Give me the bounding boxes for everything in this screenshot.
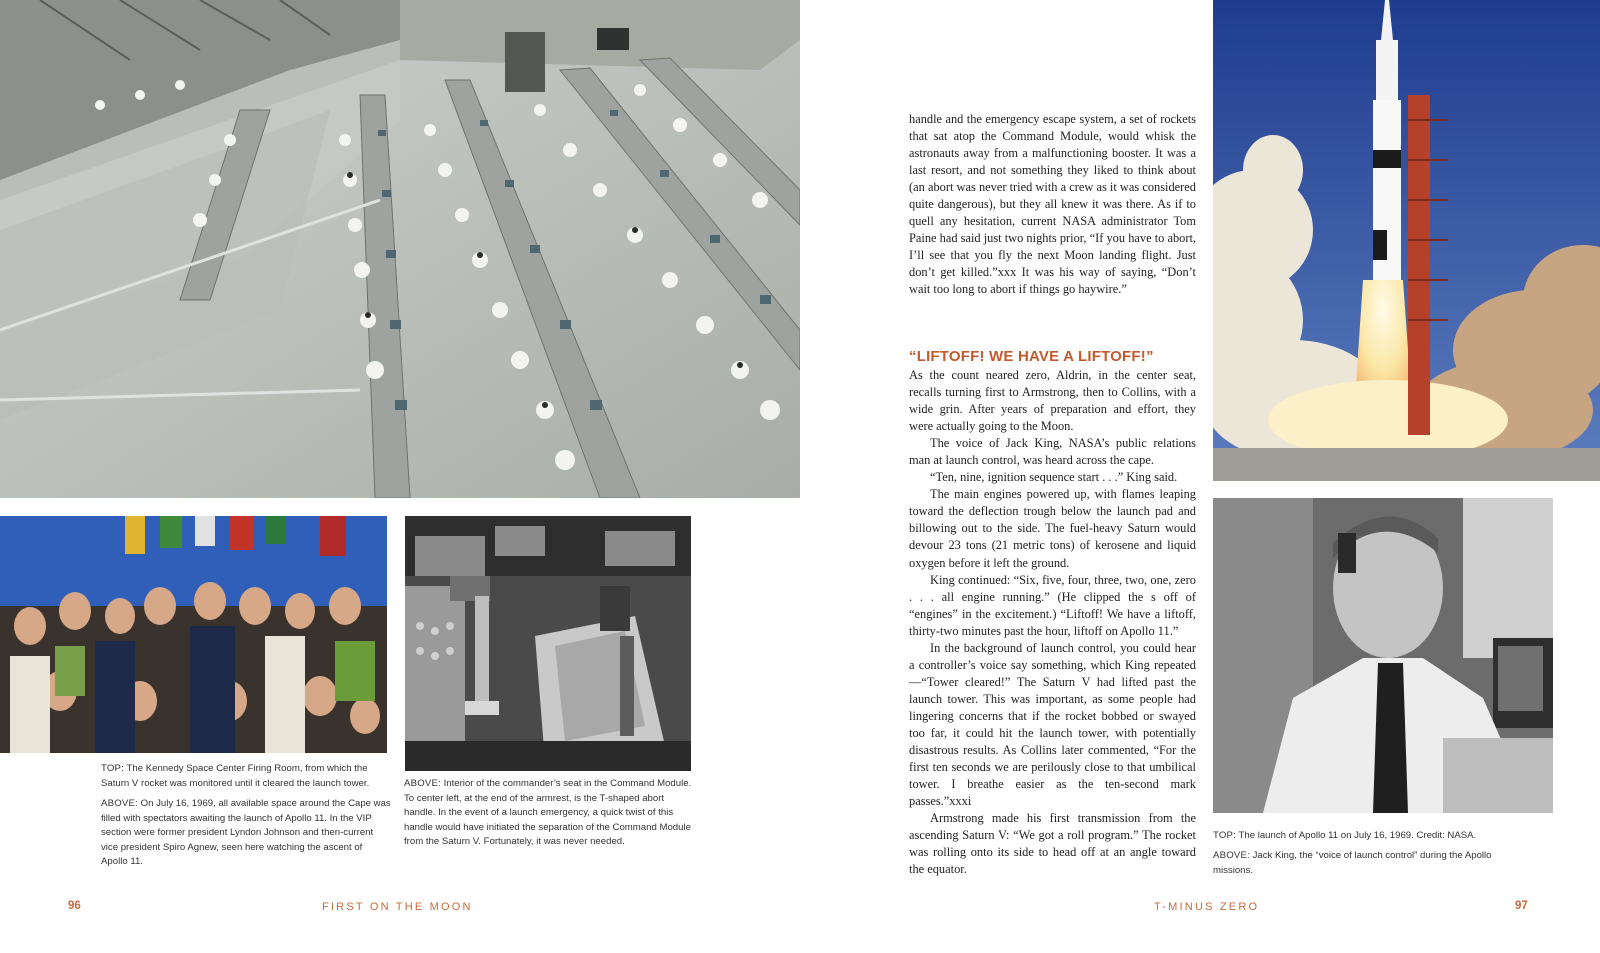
commander-seat-photo (405, 516, 691, 771)
body-paragraph: The voice of Jack King, NASA’s public relations man at launch control, was heard across the cape. (909, 436, 1196, 468)
running-head-right: T-MINUS ZERO (1154, 901, 1260, 913)
running-head-left: FIRST ON THE MOON (322, 901, 473, 913)
body-paragraph: King continued: “Six, five, four, three, two, one, zero . . . all engine running.” (He clipped the s off of “engines” in the excitement.) “Liftoff! We have a liftoff, thirty-two minutes past the hour, liftoff on Apollo 11.” (909, 572, 1196, 638)
caption-text: Jack King, the “voice of launch control” during the Apollo missions. (1213, 850, 1492, 876)
body-paragraph: “Ten, nine, ignition sequence start . . .” King said. (930, 470, 1178, 485)
spectators-photo (0, 516, 387, 753)
caption-lead: TOP: (1213, 830, 1237, 841)
caption-text: The launch of Apollo 11 on July 16, 1969. Credit: NASA. (1236, 830, 1477, 841)
intro-paragraph-block (909, 111, 1196, 299)
commander-seat-caption-paragraph (404, 777, 694, 850)
body-paragraph: As the count neared zero, Aldrin, in the center seat, recalls turning first to Armstrong, then to Collins, with a wide grin. After years of preparation and effort, they were actually going to the Moon. (909, 368, 1196, 434)
section-heading: “LIFTOFF! WE HAVE A LIFTOFF!” (909, 348, 1154, 365)
apollo-11-launch-photo (1213, 0, 1600, 481)
commander-seat-caption (404, 777, 694, 853)
jack-king-caption (1213, 849, 1503, 881)
body-paragraph: Armstrong made his first transmission from the ascending Saturn V: “We got a roll program.” The rocket was rolling onto its side to head off at an angle toward the equator. (909, 811, 1196, 877)
caption-lead: ABOVE: (404, 778, 441, 789)
caption-lead: ABOVE: (1213, 850, 1250, 861)
page-number-right: 97 (1515, 900, 1528, 912)
caption-text: Interior of the commander’s seat in the Command Module. To center left, at the end of the armrest, is the T-shaped abort handle. In the event of a launch emergency, a quick twist of this handle would have initiated the separation of the Command Module from the Saturn V. Fortunately, it was never needed. (404, 778, 692, 847)
section-body (909, 367, 1196, 878)
firing-room-photo (0, 0, 800, 498)
jack-king-caption-paragraph (1213, 849, 1503, 878)
spectators-caption-paragraph (101, 797, 391, 870)
body-paragraph: In the background of launch control, you could hear a controller’s voice say something, which King repeated—“Tower cleared!” The Saturn V had lifted past the launch tower. This was important, as some people had lingering concerns that if the rocket bobbed or swayed too far, it could hit the launch tower, with potentially disastrous results. As Collins later commented, “For the first ten seconds we are perilously close to that umbilical tower. I breathe easier as the ten-second mark passes.”xxxi (909, 640, 1196, 809)
firing-room-caption (101, 762, 391, 794)
caption-lead: ABOVE: (101, 798, 138, 809)
jack-king-photo (1213, 498, 1553, 813)
page-number-left: 96 (68, 900, 81, 912)
spectators-caption (101, 797, 391, 873)
launch-caption (1213, 829, 1503, 847)
body-paragraph: The main engines powered up, with flames leaping toward the deflection trough below the launch pad and billowing out to the side. The fuel-heavy Saturn would devour 23 tons (21 metric tons) of kerosene and liquid oxygen before it left the ground. (909, 487, 1196, 570)
caption-lead: TOP: (101, 763, 125, 774)
caption-text: On July 16, 1969, all available space around the Cape was filled with spectators awaiting the launch of Apollo 11. In the VIP section were former president Lyndon Johnson and then-current vice president Spiro Agnew, seen here watching the ascent of Apollo 11. (101, 798, 391, 867)
firing-room-caption-paragraph (101, 762, 391, 791)
intro-paragraph: handle and the emergency escape system, a set of rockets that sat atop the Command Module, would whisk the astronauts away from a malfunctioning booster. It was a last resort, and not something they liked to think about (an abort was never tried with a crew as it was considered quite dangerous), but they all knew it was there. As if to quell any hesitation, current NASA administrator Tom Paine had said just two nights prior, “If you have to abort, I’ll see that you fly the next Moon landing flight. Just don’t get killed.”xxx It was his way of saying, “Don’t wait too long to abort if things go haywire.” (909, 112, 1196, 297)
caption-text: The Kennedy Space Center Firing Room, from which the Saturn V rocket was monitored until it cleared the launch tower. (101, 763, 370, 789)
launch-caption-paragraph (1213, 829, 1503, 844)
